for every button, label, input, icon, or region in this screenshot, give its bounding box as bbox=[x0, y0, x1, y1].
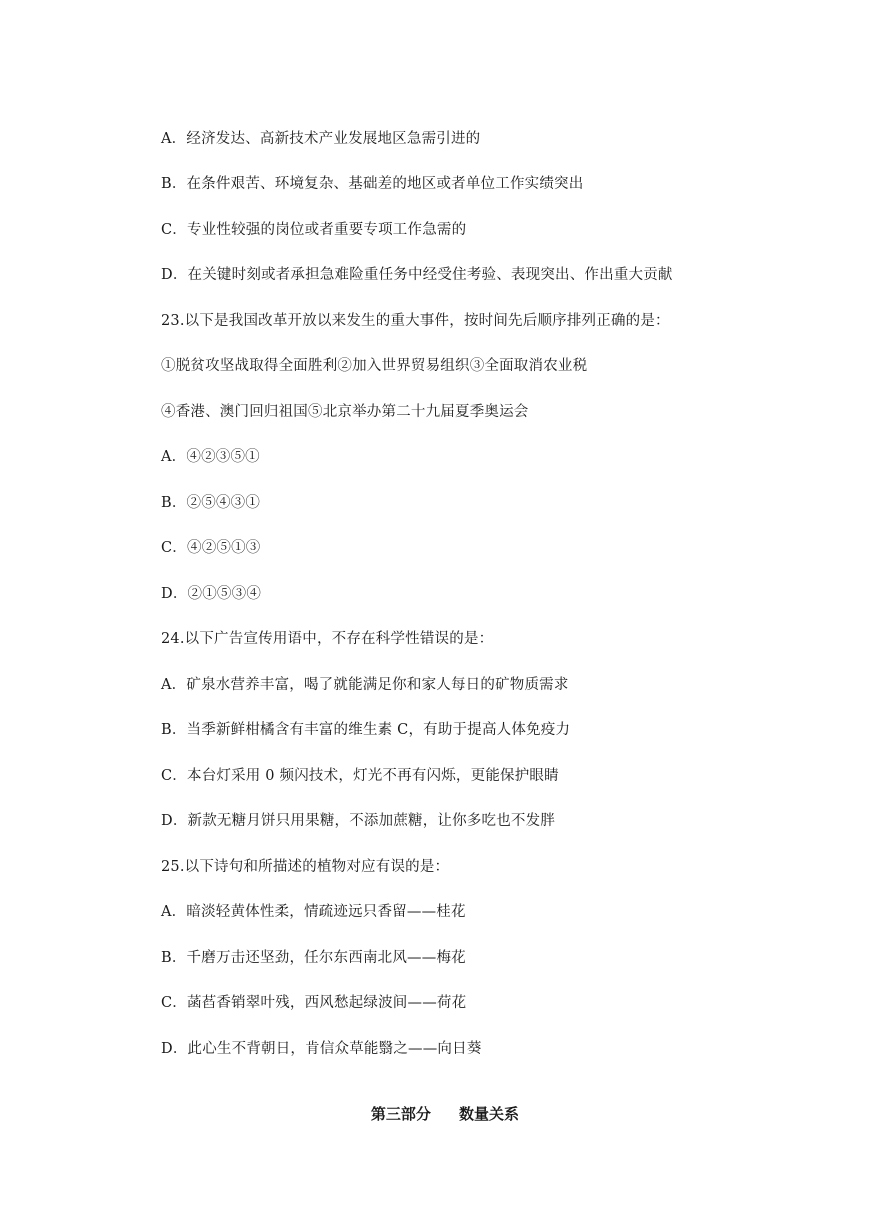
q22-option-d: D．在关键时刻或者承担急难险重任务中经受住考验、表现突出、作出重大贡献 bbox=[161, 267, 673, 283]
section-part-label: 第三部分 bbox=[370, 1105, 431, 1123]
q24-stem: 24.以下广告宣传用语中，不存在科学性错误的是： bbox=[161, 631, 494, 647]
q23-stem: 23.以下是我国改革开放以来发生的重大事件，按时间先后顺序排列正确的是： bbox=[161, 313, 670, 329]
q23-events-line-1: ①脱贫攻坚战取得全面胜利②加入世界贸易组织③全面取消农业税 bbox=[161, 358, 588, 374]
q23-option-c: C．④②⑤①③ bbox=[161, 540, 261, 556]
q25-option-a: A．暗淡轻黄体性柔，情疏迹远只香留——桂花 bbox=[161, 904, 466, 920]
section-title: 数量关系 bbox=[458, 1105, 519, 1123]
q23-option-d: D．②①⑤③④ bbox=[161, 586, 262, 602]
q22-option-c: C．专业性较强的岗位或者重要专项工作急需的 bbox=[161, 222, 467, 238]
q25-option-d: D．此心生不背朝日，肯信众草能翳之——向日葵 bbox=[161, 1041, 482, 1057]
q23-option-a: A．④②③⑤① bbox=[161, 449, 260, 465]
q25-option-b: B．千磨万击还坚劲，任尔东西南北风——梅花 bbox=[161, 950, 466, 966]
q22-option-a: A．经济发达、高新技术产业发展地区急需引进的 bbox=[161, 131, 481, 147]
section-heading bbox=[0, 1084, 869, 1144]
q22-option-b: B．在条件艰苦、环境复杂、基础差的地区或者单位工作实绩突出 bbox=[161, 176, 584, 192]
q24-option-b: B．当季新鲜柑橘含有丰富的维生素 C，有助于提高人体免疫力 bbox=[161, 722, 571, 738]
q25-stem: 25.以下诗句和所描述的植物对应有误的是： bbox=[161, 859, 450, 875]
q23-events-line-2: ④香港、澳门回归祖国⑤北京举办第二十九届夏季奥运会 bbox=[161, 404, 529, 420]
q23-option-b: B．②⑤④③① bbox=[161, 495, 261, 511]
q25-option-c: C．菡萏香销翠叶残，西风愁起绿波间——荷花 bbox=[161, 995, 467, 1011]
q24-option-c: C．本台灯采用 0 频闪技术，灯光不再有闪烁，更能保护眼睛 bbox=[161, 768, 559, 784]
q24-option-d: D．新款无糖月饼只用果糖，不添加蔗糖，让你多吃也不发胖 bbox=[161, 813, 556, 829]
q24-option-a: A．矿泉水营养丰富，喝了就能满足你和家人每日的矿物质需求 bbox=[161, 677, 569, 693]
